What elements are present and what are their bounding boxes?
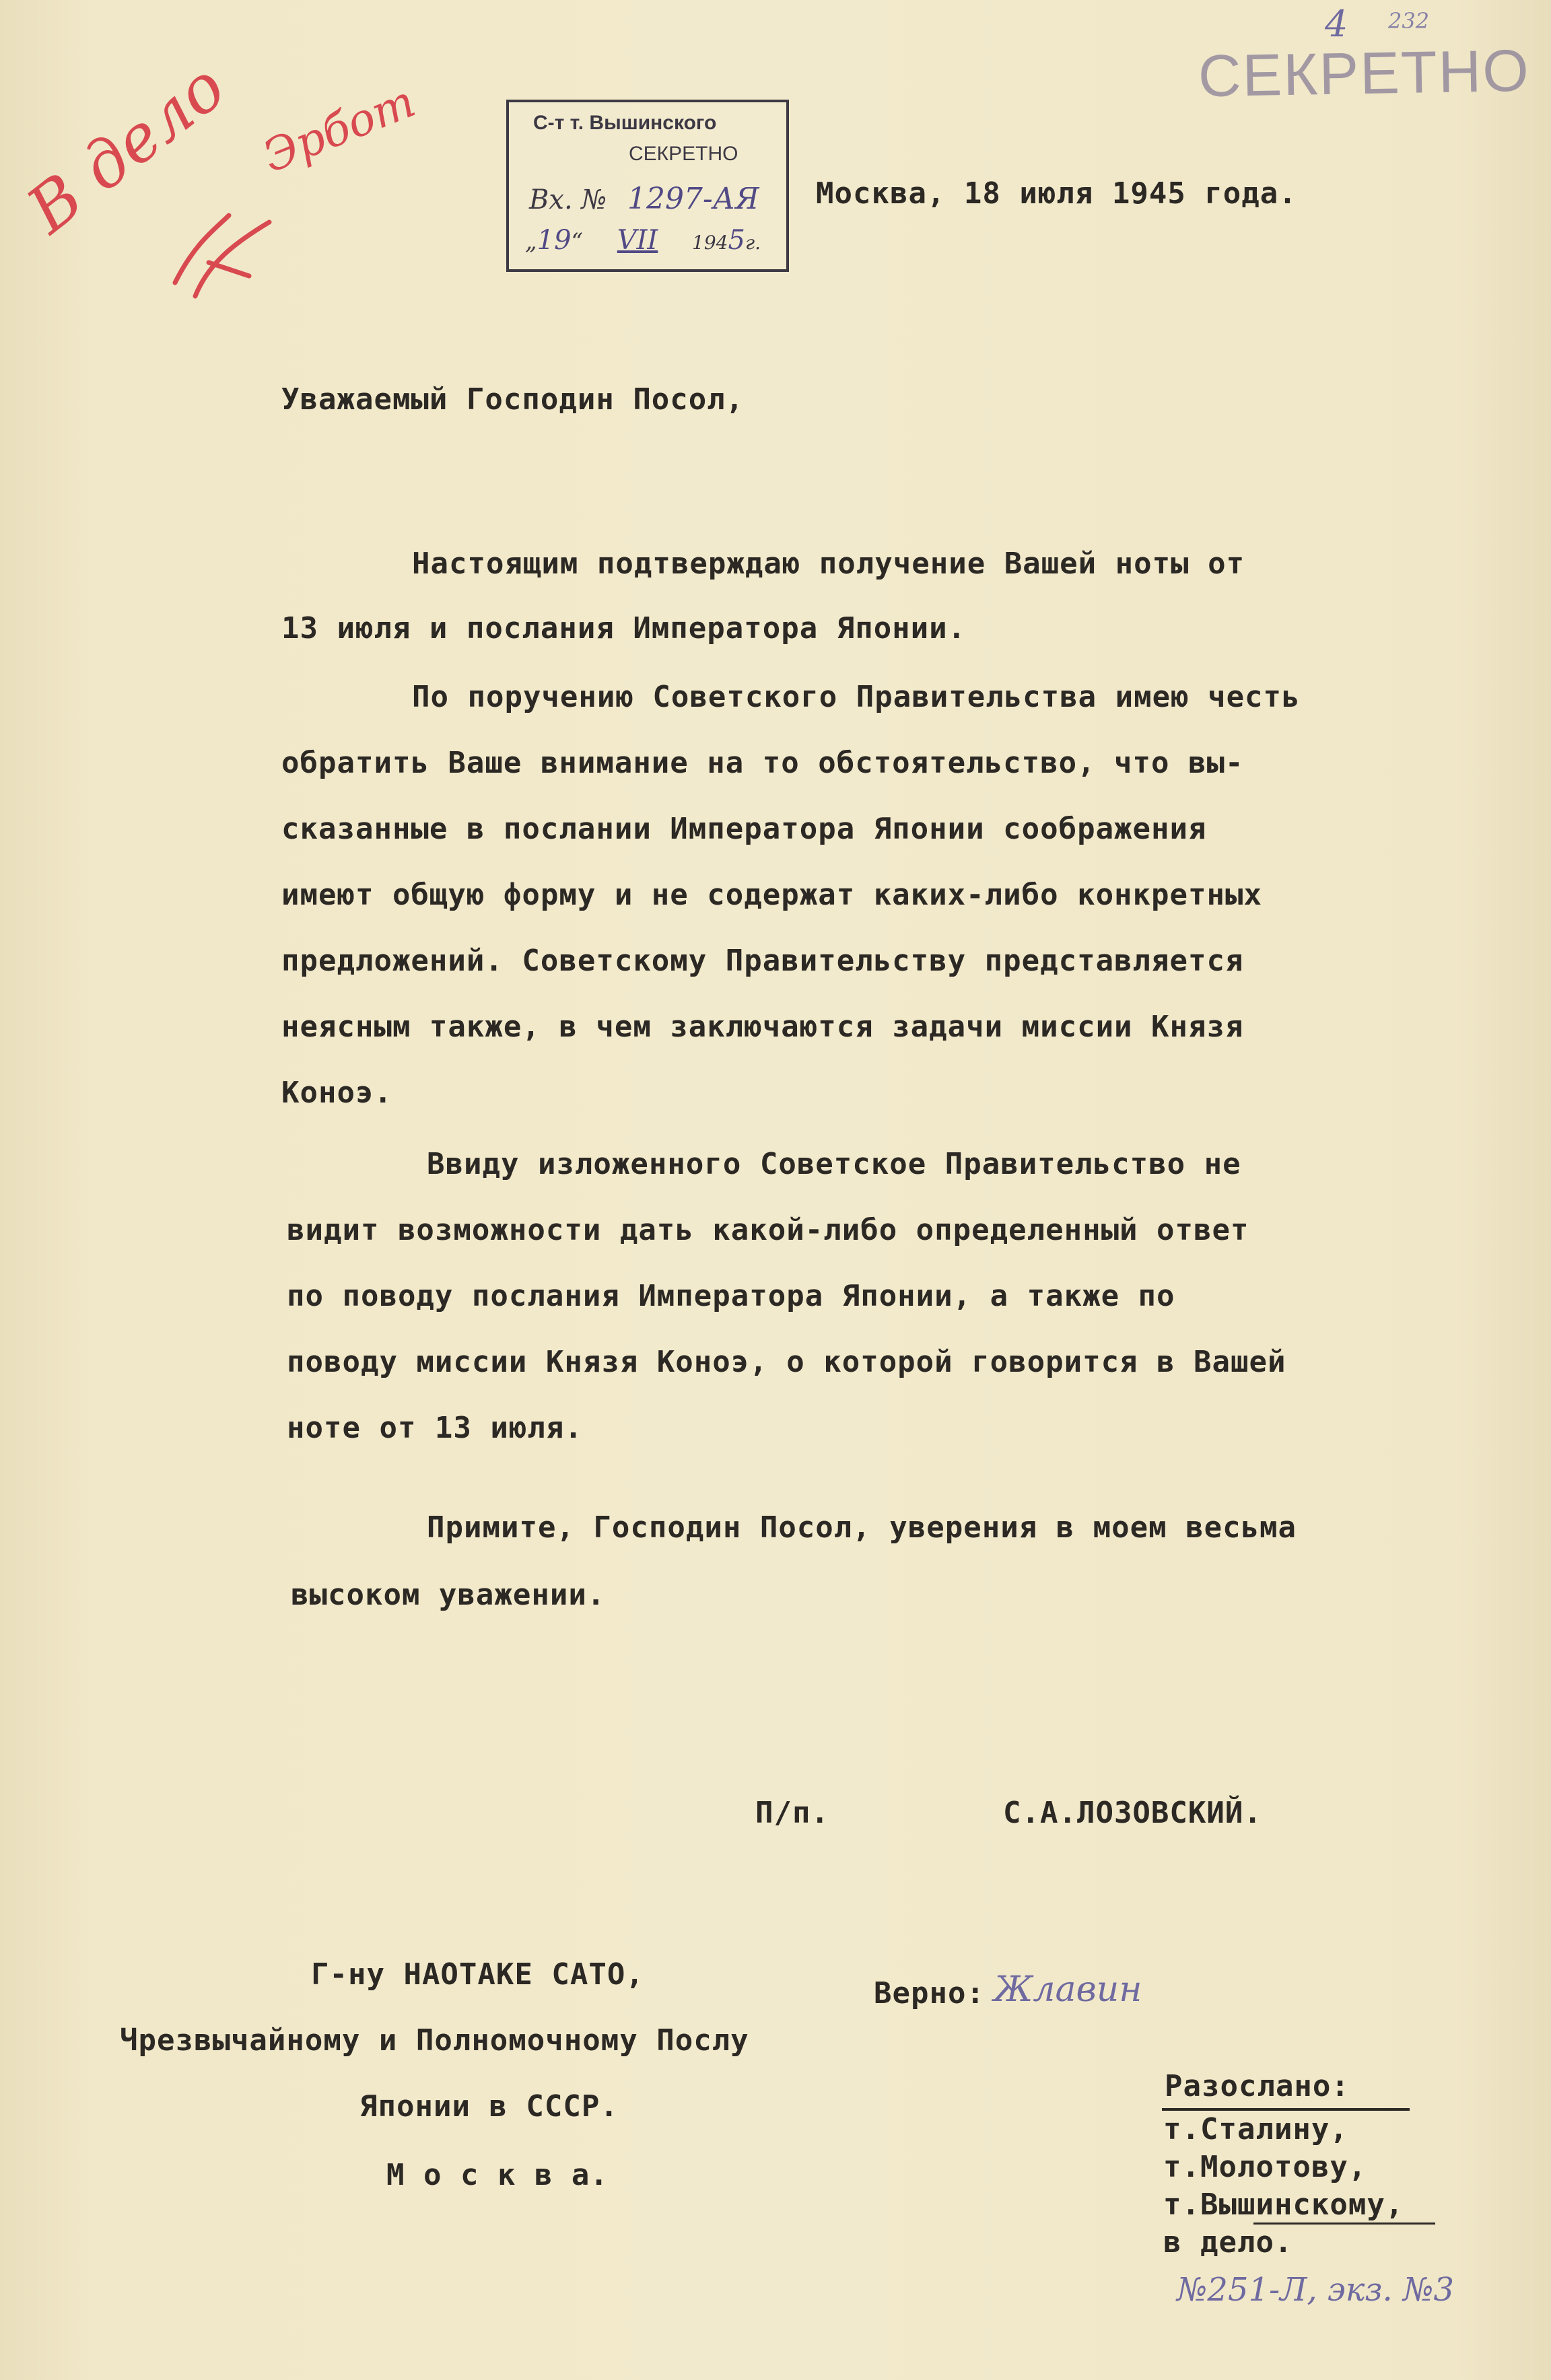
- addressee-line-4: М о с к в а.: [386, 2158, 609, 2192]
- stamp-date-year-prefix: 194: [692, 232, 728, 254]
- addressee-line-3: Японии в СССР.: [359, 2089, 619, 2124]
- paragraph-3-line-5: ноте от 13 июля.: [287, 1411, 583, 1445]
- stamp-classification: СЕКРЕТНО: [629, 143, 738, 165]
- addressee-line-2: Чрезвычайному и Полномочному Послу: [120, 2023, 749, 2058]
- paragraph-3-line-2: видит возможности дать какой-либо определенный ответ: [287, 1213, 1249, 1247]
- stamp-date-day: 19: [537, 225, 572, 256]
- distribution-item-3: т.Вышинскому,: [1163, 2188, 1404, 2222]
- verification-signature: Жлавин: [994, 1969, 1142, 2010]
- paragraph-3-line-3: по поводу послания Императора Японии, а также по: [287, 1279, 1175, 1313]
- paragraph-3-line-4: поводу миссии Князя Коноэ, о которой говорится в Вашей: [287, 1345, 1286, 1379]
- salutation: Уважаемый Господин Посол,: [281, 382, 745, 417]
- paragraph-2-line-4: имеют общую форму и не содержат каких-либо конкретных: [281, 878, 1262, 912]
- distribution-title-underline: [1162, 2108, 1410, 2111]
- distribution-copy-note: №251-Л, экз. №3: [1177, 2271, 1455, 2309]
- paragraph-3-line-1: Ввиду изложенного Советское Правительство не: [427, 1147, 1241, 1181]
- paragraph-2-line-6: неясным также, в чем заключаются задачи миссии Князя: [281, 1010, 1244, 1044]
- distribution-item-2: т.Молотову,: [1163, 2150, 1367, 2184]
- verification-label: Верно:: [874, 1976, 985, 2010]
- registration-stamp: [506, 100, 789, 272]
- paragraph-4-line-2: высоком уважении.: [291, 1578, 606, 1612]
- distribution-item-1: т.Сталину,: [1163, 2112, 1348, 2146]
- page-number-small: 232: [1388, 8, 1430, 34]
- stamp-date-suffix: г.: [745, 232, 761, 254]
- page-number: 4: [1325, 3, 1348, 45]
- handwritten-note-initials: Эрбот: [256, 75, 423, 183]
- stamp-incoming-label: Вх. №: [529, 184, 607, 215]
- paragraph-2-line-3: сказанные в послании Императора Японии соображения: [281, 812, 1207, 846]
- stamp-date-month: VII: [617, 225, 658, 256]
- paragraph-2-line-2: обратить Ваше внимание на то обстоятельство, что вы-: [281, 746, 1244, 780]
- stamp-date-year-suffix: 5: [728, 225, 745, 256]
- paragraph-2-line-7: Коноэ.: [281, 1076, 392, 1110]
- red-scribble: [168, 202, 276, 303]
- secret-stamp: СЕКРЕТНО: [1198, 36, 1531, 110]
- stamp-date-row: „19“ VII 1945г.: [525, 225, 761, 256]
- addressee-line-1: Г-ну НАОТАКЕ САТО,: [311, 1957, 644, 1992]
- handwritten-note-filing: В дело: [13, 48, 240, 248]
- stamp-incoming-row: [529, 182, 759, 216]
- paragraph-1-line-1: Настоящим подтверждаю получение Вашей ноты от: [412, 547, 1245, 581]
- distribution-item-4: в дело.: [1163, 2225, 1293, 2260]
- stamp-incoming-number: 1297-АЯ: [627, 182, 759, 216]
- paragraph-2-line-5: предложений. Советскому Правительству представляется: [281, 944, 1244, 978]
- place-date: Москва, 18 июля 1945 года.: [816, 176, 1297, 211]
- paragraph-1-line-2: 13 июля и послания Императора Японии.: [281, 611, 967, 645]
- stamp-office: С-т т. Вышинского: [533, 112, 717, 134]
- paragraph-4-line-1: Примите, Господин Посол, уверения в моем весьма: [427, 1510, 1297, 1545]
- signature-prefix: П/п.: [755, 1796, 829, 1830]
- paragraph-2-line-1: По поручению Советского Правительства имею честь: [412, 680, 1301, 714]
- distribution-title: Разослано:: [1165, 2069, 1350, 2103]
- signatory: С.А.ЛОЗОВСКИЙ.: [1003, 1796, 1262, 1830]
- distribution-item-3-underline: [1253, 2222, 1435, 2225]
